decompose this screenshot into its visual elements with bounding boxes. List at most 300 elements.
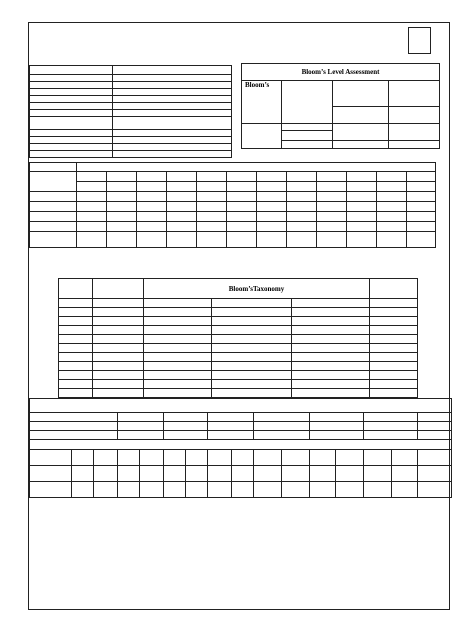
grid-cell xyxy=(30,192,77,202)
grid-subheader-cell xyxy=(167,172,197,182)
grid-cell xyxy=(377,232,407,248)
grid-subheader-cell xyxy=(287,172,317,182)
grid-subheader-cell xyxy=(317,172,347,182)
taxonomy-cell xyxy=(93,308,144,317)
summary-grid-cell xyxy=(140,482,164,498)
grid-subheader-cell xyxy=(107,172,137,182)
table-row xyxy=(59,362,418,371)
summary-grid-cell xyxy=(30,450,72,466)
summary-grid-cell xyxy=(282,466,310,482)
info-value-cell xyxy=(113,96,232,103)
grid-cell xyxy=(317,212,347,222)
table-row xyxy=(30,212,436,222)
table-row xyxy=(30,89,232,96)
summary-grid-cell xyxy=(364,482,392,498)
table-row xyxy=(30,151,232,158)
summary-cell xyxy=(208,422,254,431)
grid-cell xyxy=(30,232,77,248)
summary-grid-cell xyxy=(72,450,94,466)
taxonomy-cell xyxy=(370,371,418,380)
grid-cell xyxy=(317,222,347,232)
assessment-cell xyxy=(282,81,333,124)
grid-cell xyxy=(107,192,137,202)
taxonomy-cell xyxy=(370,389,418,398)
grid-cell xyxy=(287,192,317,202)
info-label-cell xyxy=(30,96,113,103)
table-row xyxy=(30,182,436,192)
taxonomy-cell xyxy=(59,362,93,371)
grid-cell xyxy=(407,212,436,222)
info-label-cell xyxy=(30,117,113,130)
table-row xyxy=(30,482,452,498)
summary-cell xyxy=(418,422,452,431)
summary-grid-cell xyxy=(186,450,208,466)
info-label-cell xyxy=(30,130,113,137)
taxonomy-cell xyxy=(292,335,370,344)
summary-cell xyxy=(118,413,164,422)
taxonomy-cell xyxy=(370,380,418,389)
taxonomy-cell xyxy=(59,389,93,398)
summary-cell xyxy=(164,422,208,431)
taxonomy-cell xyxy=(370,326,418,335)
assessment-cell xyxy=(333,141,389,149)
summary-grid-cell xyxy=(186,482,208,498)
summary-grid-cell xyxy=(208,450,232,466)
taxonomy-cell xyxy=(292,299,370,308)
summary-grid-cell xyxy=(164,466,186,482)
summary-divider-cell xyxy=(30,440,452,450)
taxonomy-cell xyxy=(59,380,93,389)
taxonomy-cell xyxy=(59,344,93,353)
summary-cell xyxy=(30,413,118,422)
score-grid-table xyxy=(29,162,436,248)
table-row xyxy=(30,110,232,117)
taxonomy-cell xyxy=(59,317,93,326)
summary-cell xyxy=(164,431,208,440)
summary-cell xyxy=(164,413,208,422)
summary-grid-cell xyxy=(232,450,254,466)
summary-grid-cell xyxy=(208,482,232,498)
taxonomy-cell xyxy=(93,344,144,353)
taxonomy-cell xyxy=(370,308,418,317)
info-label-cell xyxy=(30,151,113,158)
summary-grid-cell xyxy=(164,450,186,466)
table-row xyxy=(30,103,232,110)
grid-cell xyxy=(197,222,227,232)
summary-cell xyxy=(118,422,164,431)
taxonomy-cell xyxy=(93,371,144,380)
summary-grid-cell xyxy=(392,482,418,498)
grid-cell xyxy=(197,182,227,192)
table-row xyxy=(30,232,436,248)
table-row xyxy=(59,308,418,317)
summary-grid-cell xyxy=(118,466,140,482)
table-row xyxy=(59,299,418,308)
grid-cell xyxy=(287,212,317,222)
table-row xyxy=(30,466,452,482)
grid-cell xyxy=(167,212,197,222)
info-value-cell xyxy=(113,144,232,151)
taxonomy-header-cell xyxy=(93,279,144,299)
info-value-cell xyxy=(113,130,232,137)
table-row xyxy=(30,117,232,130)
grid-cell xyxy=(77,222,107,232)
taxonomy-cell xyxy=(212,308,292,317)
summary-cell xyxy=(364,422,418,431)
taxonomy-cell xyxy=(370,362,418,371)
table-row xyxy=(30,66,232,75)
taxonomy-header-cell xyxy=(370,279,418,299)
grid-cell xyxy=(107,212,137,222)
assessment-cell xyxy=(389,81,440,107)
grid-header-cell xyxy=(77,163,436,172)
summary-cell xyxy=(118,431,164,440)
taxonomy-cell xyxy=(144,389,212,398)
table-row xyxy=(59,344,418,353)
grid-cell xyxy=(347,202,377,212)
grid-cell xyxy=(257,212,287,222)
summary-grid-cell xyxy=(72,482,94,498)
table-row xyxy=(59,371,418,380)
summary-grid-cell xyxy=(254,450,282,466)
grid-cell xyxy=(287,222,317,232)
taxonomy-cell xyxy=(144,380,212,389)
grid-subheader-cell xyxy=(347,172,377,182)
table-row xyxy=(30,172,436,182)
summary-cell xyxy=(254,431,310,440)
grid-cell xyxy=(257,232,287,248)
grid-cell xyxy=(77,182,107,192)
grid-cell xyxy=(377,182,407,192)
grid-cell xyxy=(197,232,227,248)
taxonomy-cell xyxy=(370,317,418,326)
taxonomy-cell xyxy=(93,353,144,362)
taxonomy-cell xyxy=(93,380,144,389)
taxonomy-cell xyxy=(292,317,370,326)
blooms-level-assessment-title: Bloom’s Level Assessment xyxy=(242,64,440,81)
taxonomy-cell xyxy=(292,371,370,380)
taxonomy-cell xyxy=(212,371,292,380)
summary-header-cell xyxy=(30,399,452,413)
grid-cell xyxy=(257,222,287,232)
taxonomy-cell xyxy=(292,326,370,335)
table-row xyxy=(30,163,436,172)
grid-cell xyxy=(377,212,407,222)
assessment-cell xyxy=(389,124,440,141)
info-label-cell xyxy=(30,110,113,117)
taxonomy-cell xyxy=(370,353,418,362)
grid-cell xyxy=(77,212,107,222)
info-value-cell xyxy=(113,110,232,117)
summary-cell xyxy=(310,413,364,422)
taxonomy-cell xyxy=(370,344,418,353)
taxonomy-cell xyxy=(292,389,370,398)
grid-cell xyxy=(30,222,77,232)
info-label-cell xyxy=(30,75,113,82)
grid-cell xyxy=(167,222,197,232)
summary-grid-cell xyxy=(72,466,94,482)
blooms-taxonomy-table xyxy=(58,278,418,398)
table-row xyxy=(30,450,452,466)
taxonomy-cell xyxy=(59,326,93,335)
grid-cell xyxy=(407,182,436,192)
summary-grid-cell xyxy=(392,450,418,466)
taxonomy-cell xyxy=(93,389,144,398)
grid-cell xyxy=(197,192,227,202)
summary-cell xyxy=(30,431,118,440)
assessment-cell xyxy=(242,124,282,149)
summary-grid-cell xyxy=(94,450,118,466)
grid-cell xyxy=(197,202,227,212)
info-label-cell xyxy=(30,89,113,96)
grid-cell xyxy=(137,182,167,192)
grid-subheader-cell xyxy=(257,172,287,182)
taxonomy-cell xyxy=(292,380,370,389)
taxonomy-cell xyxy=(212,344,292,353)
grid-cell xyxy=(197,212,227,222)
taxonomy-cell xyxy=(93,299,144,308)
taxonomy-cell xyxy=(212,389,292,398)
grid-cell xyxy=(227,222,257,232)
grid-cell xyxy=(227,232,257,248)
summary-grid-cell xyxy=(418,450,452,466)
summary-grid-cell xyxy=(364,450,392,466)
summary-cell xyxy=(310,431,364,440)
grid-cell xyxy=(257,192,287,202)
table-row xyxy=(59,389,418,398)
assessment-cell xyxy=(282,141,333,149)
taxonomy-cell xyxy=(292,353,370,362)
summary-grid-cell xyxy=(282,450,310,466)
summary-cell xyxy=(208,413,254,422)
table-row xyxy=(30,75,232,82)
grid-cell xyxy=(347,232,377,248)
summary-grid-cell xyxy=(282,482,310,498)
summary-table xyxy=(29,398,452,498)
assessment-cell xyxy=(282,124,333,131)
grid-cell xyxy=(77,232,107,248)
grid-cell xyxy=(347,182,377,192)
assessment-cell xyxy=(389,107,440,124)
taxonomy-cell xyxy=(59,299,93,308)
taxonomy-cell xyxy=(212,317,292,326)
grid-cell xyxy=(137,222,167,232)
grid-cell xyxy=(317,192,347,202)
grid-cell xyxy=(137,192,167,202)
grid-cell xyxy=(377,202,407,212)
grid-subheader-cell xyxy=(77,172,107,182)
summary-cell xyxy=(254,413,310,422)
grid-cell xyxy=(227,212,257,222)
summary-grid-cell xyxy=(232,466,254,482)
assessment-cell xyxy=(333,107,389,124)
info-value-cell xyxy=(113,75,232,82)
grid-cell xyxy=(377,222,407,232)
table-row xyxy=(30,144,232,151)
taxonomy-cell xyxy=(212,335,292,344)
table-row xyxy=(30,413,452,422)
summary-cell xyxy=(418,431,452,440)
info-value-cell xyxy=(113,89,232,96)
info-label-cell xyxy=(30,144,113,151)
taxonomy-cell xyxy=(59,353,93,362)
taxonomy-cell xyxy=(144,362,212,371)
summary-grid-cell xyxy=(336,466,364,482)
taxonomy-cell xyxy=(370,299,418,308)
summary-grid-cell xyxy=(336,482,364,498)
summary-grid-cell xyxy=(94,482,118,498)
grid-cell xyxy=(377,192,407,202)
summary-grid-cell xyxy=(164,482,186,498)
taxonomy-header-cell xyxy=(59,279,93,299)
grid-cell xyxy=(317,182,347,192)
summary-grid-cell xyxy=(254,466,282,482)
summary-grid-cell xyxy=(254,482,282,498)
grid-cell xyxy=(107,182,137,192)
taxonomy-cell xyxy=(212,353,292,362)
blooms-taxonomy-title: Bloom’sTaxonomy xyxy=(144,279,370,299)
taxonomy-cell xyxy=(212,362,292,371)
taxonomy-cell xyxy=(93,362,144,371)
info-label-cell xyxy=(30,103,113,110)
summary-grid-cell xyxy=(392,466,418,482)
grid-cell xyxy=(137,202,167,212)
grid-cell xyxy=(77,192,107,202)
grid-cell xyxy=(407,192,436,202)
table-row xyxy=(30,192,436,202)
summary-grid-cell xyxy=(118,450,140,466)
info-value-cell xyxy=(113,103,232,110)
grid-cell xyxy=(407,232,436,248)
grid-cell xyxy=(167,232,197,248)
assessment-cell xyxy=(389,141,440,149)
grid-cell xyxy=(407,222,436,232)
grid-cell xyxy=(317,202,347,212)
taxonomy-cell xyxy=(292,344,370,353)
summary-grid-cell xyxy=(94,466,118,482)
table-row xyxy=(30,399,452,413)
taxonomy-cell xyxy=(93,317,144,326)
summary-cell xyxy=(254,422,310,431)
grid-subheader-cell xyxy=(137,172,167,182)
taxonomy-cell xyxy=(144,353,212,362)
info-label-cell xyxy=(30,137,113,144)
taxonomy-cell xyxy=(144,371,212,380)
grid-cell xyxy=(287,182,317,192)
table-row xyxy=(30,130,232,137)
grid-cell xyxy=(407,202,436,212)
table-row xyxy=(59,317,418,326)
grid-cell xyxy=(347,222,377,232)
grid-cell xyxy=(137,212,167,222)
grid-cell xyxy=(227,182,257,192)
taxonomy-cell xyxy=(59,335,93,344)
grid-cell xyxy=(257,202,287,212)
summary-cell xyxy=(418,413,452,422)
summary-grid-cell xyxy=(418,482,452,498)
grid-subheader-cell xyxy=(377,172,407,182)
table-row xyxy=(59,335,418,344)
taxonomy-cell xyxy=(144,317,212,326)
blooms-column-label: Bloom’s xyxy=(242,81,282,124)
taxonomy-cell xyxy=(144,299,212,308)
grid-subheader-cell xyxy=(407,172,436,182)
table-row xyxy=(59,380,418,389)
summary-grid-cell xyxy=(232,482,254,498)
summary-cell xyxy=(30,422,118,431)
grid-cell xyxy=(167,182,197,192)
grid-subheader-cell xyxy=(227,172,257,182)
table-row xyxy=(59,326,418,335)
grid-cell xyxy=(137,232,167,248)
taxonomy-cell xyxy=(212,326,292,335)
summary-grid-cell xyxy=(30,466,72,482)
grid-cell xyxy=(107,232,137,248)
taxonomy-cell xyxy=(93,335,144,344)
taxonomy-cell xyxy=(144,335,212,344)
info-table xyxy=(29,65,232,158)
summary-grid-cell xyxy=(418,466,452,482)
table-row xyxy=(30,422,452,431)
grid-cell xyxy=(287,232,317,248)
grid-cell xyxy=(30,202,77,212)
info-label-cell xyxy=(30,82,113,89)
summary-grid-cell xyxy=(310,466,336,482)
info-value-cell xyxy=(113,137,232,144)
summary-cell xyxy=(310,422,364,431)
grid-cell xyxy=(77,202,107,212)
grid-cell xyxy=(347,192,377,202)
assessment-cell xyxy=(333,81,389,107)
grid-cell xyxy=(287,202,317,212)
summary-cell xyxy=(208,431,254,440)
taxonomy-cell xyxy=(59,371,93,380)
taxonomy-cell xyxy=(370,335,418,344)
blooms-level-assessment-table xyxy=(241,63,440,149)
info-value-cell xyxy=(113,82,232,89)
info-value-cell xyxy=(113,151,232,158)
table-row xyxy=(30,440,452,450)
taxonomy-cell xyxy=(212,380,292,389)
summary-cell xyxy=(364,413,418,422)
table-row xyxy=(30,202,436,212)
info-label-cell xyxy=(30,66,113,75)
table-row xyxy=(30,431,452,440)
grid-cell xyxy=(107,202,137,212)
assessment-cell xyxy=(333,124,389,141)
grid-corner-cell xyxy=(30,163,77,172)
summary-grid-cell xyxy=(140,450,164,466)
info-value-cell xyxy=(113,117,232,130)
taxonomy-cell xyxy=(144,326,212,335)
taxonomy-cell xyxy=(144,308,212,317)
summary-grid-cell xyxy=(310,450,336,466)
summary-cell xyxy=(364,431,418,440)
grid-cell xyxy=(167,202,197,212)
taxonomy-cell xyxy=(212,299,292,308)
grid-subheader-cell xyxy=(197,172,227,182)
table-row xyxy=(30,222,436,232)
grid-cell xyxy=(257,182,287,192)
grid-corner-cell xyxy=(30,172,77,192)
summary-grid-cell xyxy=(208,466,232,482)
grid-cell xyxy=(227,202,257,212)
grid-cell xyxy=(227,192,257,202)
table-row xyxy=(59,353,418,362)
summary-grid-cell xyxy=(118,482,140,498)
summary-grid-cell xyxy=(30,482,72,498)
corner-checkbox[interactable] xyxy=(408,27,431,54)
